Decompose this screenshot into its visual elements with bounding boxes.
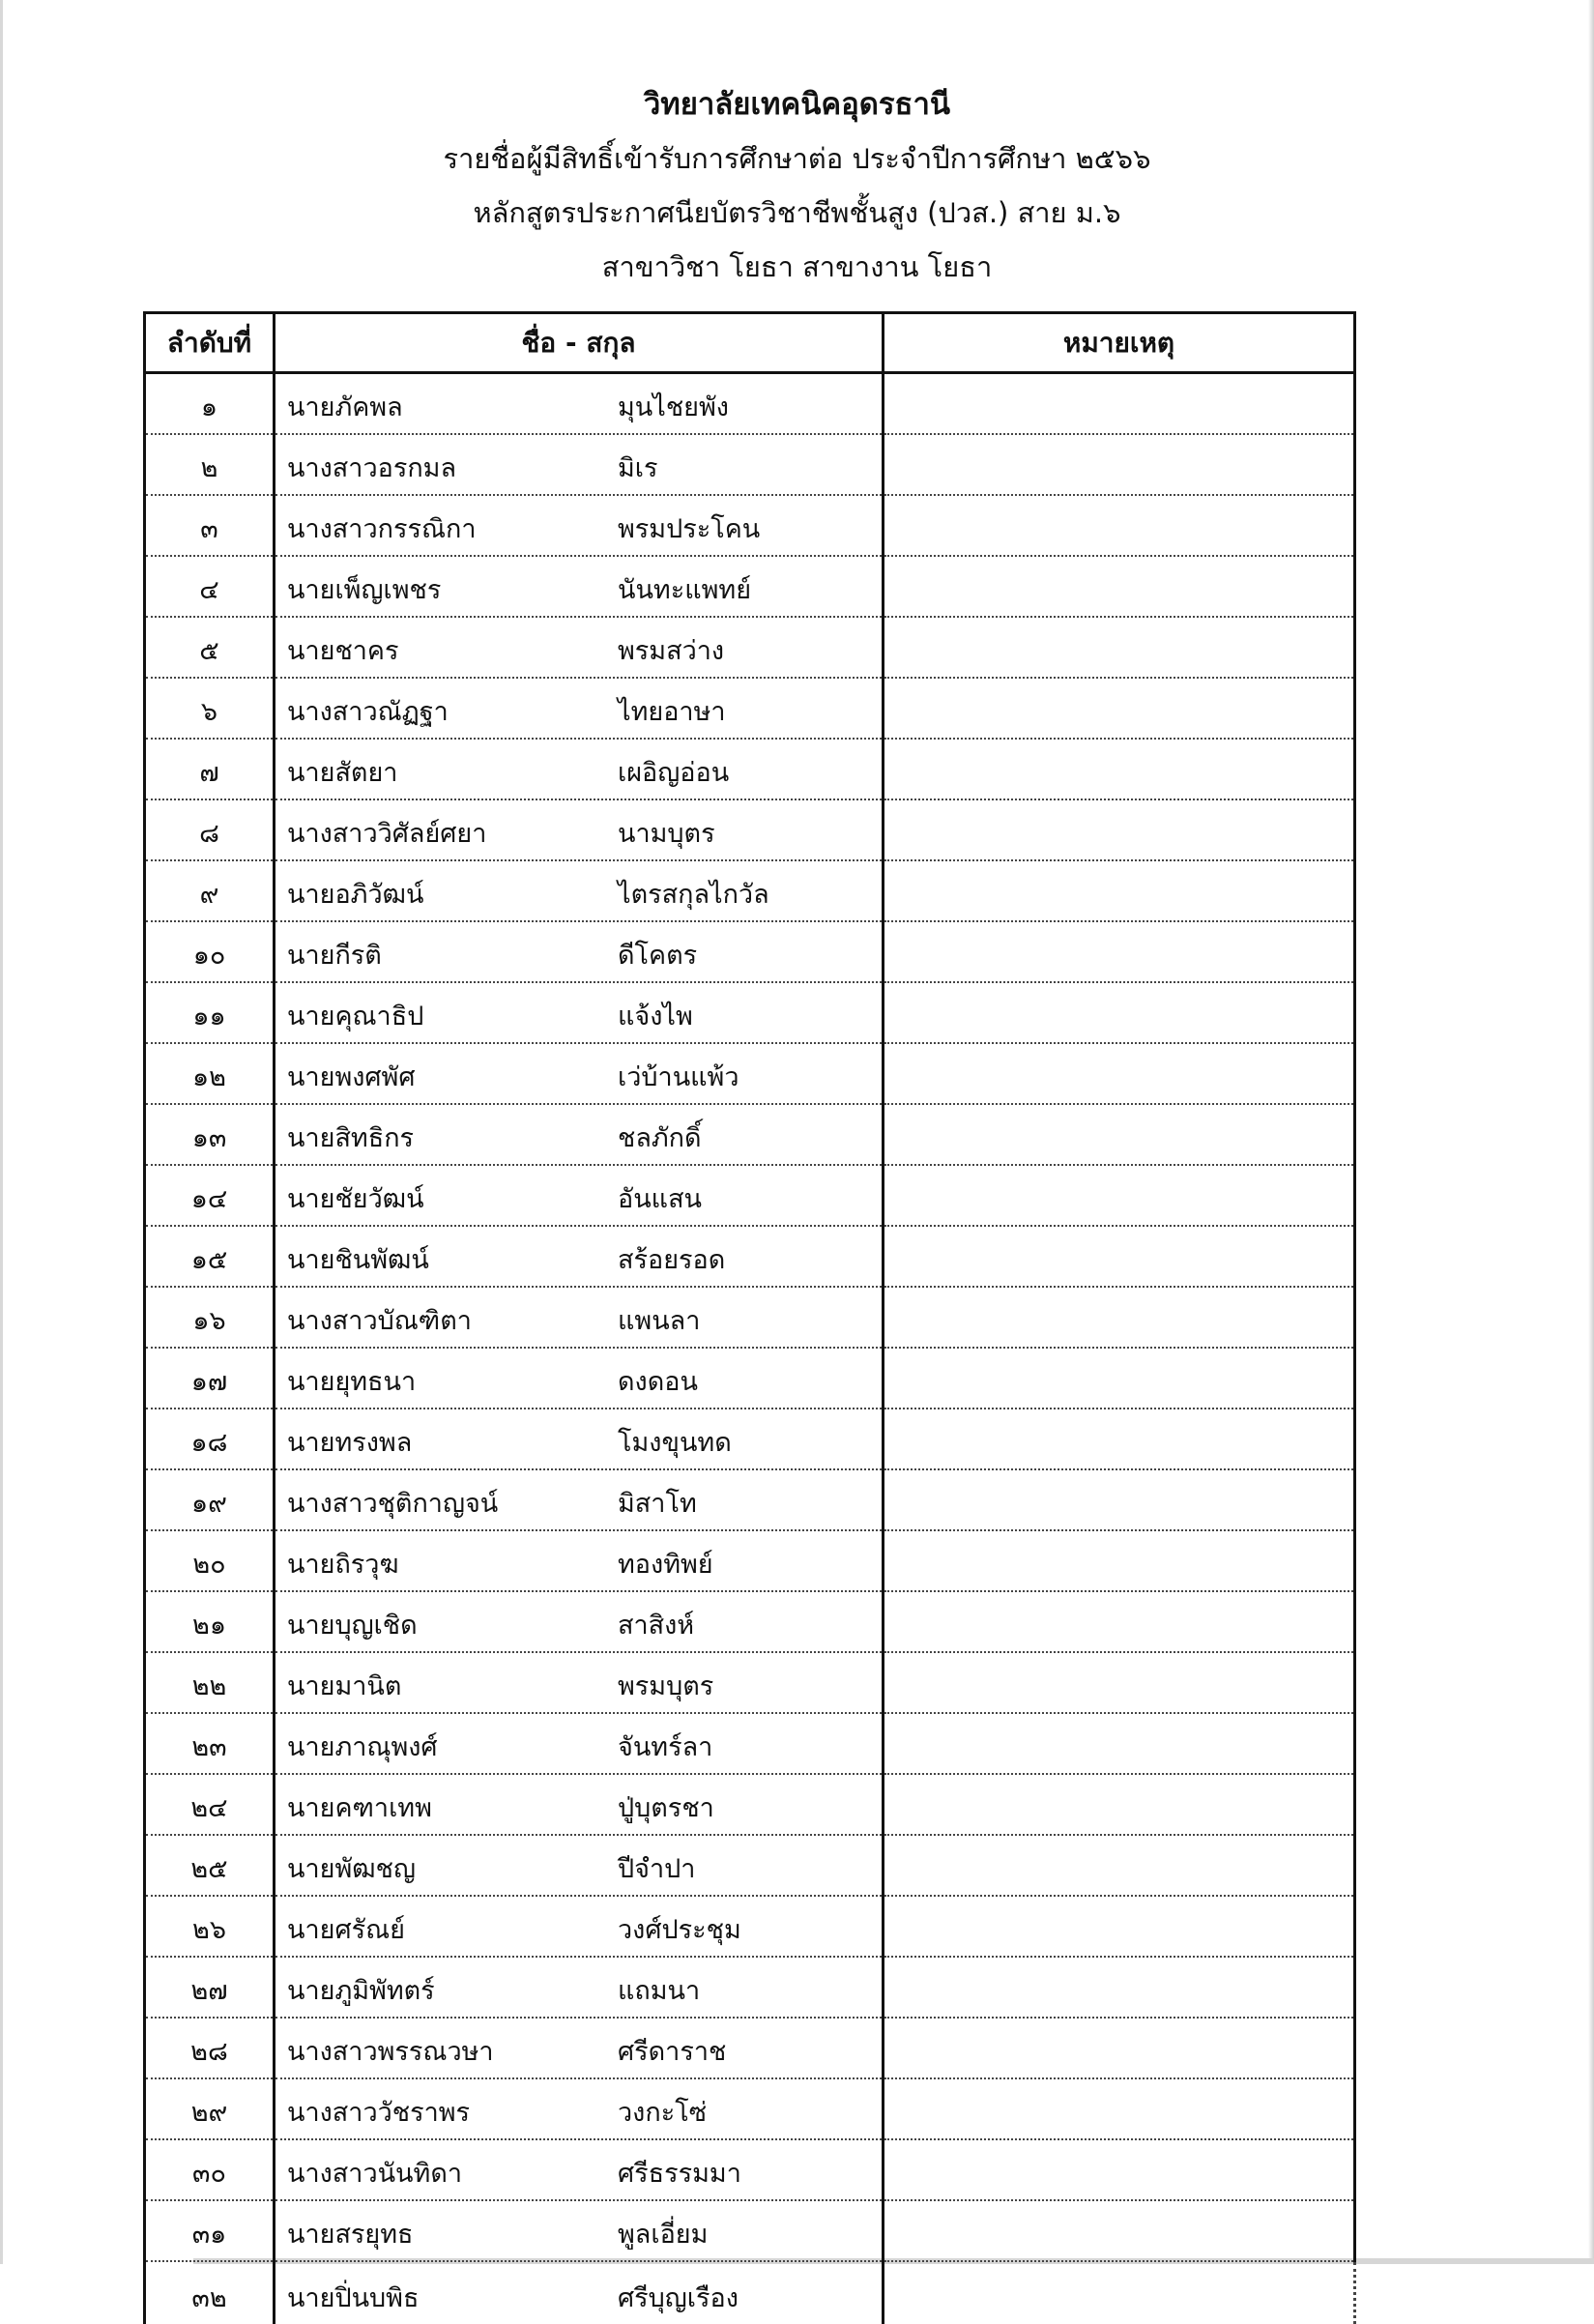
row-full-name [275,617,884,678]
row-full-name [275,556,884,617]
row-note [884,982,1355,1043]
first-name: นายทรงพล [287,1428,413,1458]
last-name: นันทะแพทย์ [618,575,752,605]
last-name: มุนไชยพัง [618,392,729,422]
table-row [145,739,1355,799]
table-header-row [145,313,1355,373]
first-name: นายพัฒชญ [287,1854,416,1884]
table-row [145,1652,1355,1713]
row-note [884,1713,1355,1774]
row-number: ๘ [145,799,275,860]
row-number: ๒๔ [145,1774,275,1835]
row-note [884,1896,1355,1957]
table-row [145,1348,1355,1409]
last-name: ศรีธรรมมา [618,2159,741,2189]
first-name: นายชินพัฒน์ [287,1245,429,1275]
last-name: โมงขุนทด [618,1428,732,1458]
table-row [145,1409,1355,1469]
row-full-name [275,1530,884,1591]
row-note [884,739,1355,799]
last-name: ศรีบุญเรือง [618,2283,739,2313]
document-header [0,77,1594,294]
row-number: ๑๗ [145,1348,275,1409]
row-number: ๒๐ [145,1530,275,1591]
last-name: ปีจำปา [618,1854,696,1884]
row-full-name [275,2018,884,2078]
first-name: นายมานิต [287,1671,402,1701]
row-note [884,1774,1355,1835]
row-note [884,556,1355,617]
row-note [884,1469,1355,1530]
table-row [145,921,1355,982]
row-note [884,1043,1355,1104]
last-name: ไตรสกุลไกวัล [618,880,769,910]
last-name: ดงดอน [618,1367,698,1397]
first-name: นางสาวณัฏฐา [287,697,449,727]
row-number: ๓๒ [145,2261,275,2324]
row-full-name [275,2261,884,2324]
row-number: ๑๔ [145,1165,275,1226]
row-full-name [275,1896,884,1957]
college-name: วิทยาลัยเทคนิคอุดรธานี [643,87,951,122]
row-number: ๒๙ [145,2078,275,2139]
last-name: สร้อยรอด [618,1245,726,1275]
first-name: นายสรยุทธ [287,2220,414,2250]
row-note [884,617,1355,678]
last-name: พูลเอี่ยม [618,2220,709,2250]
last-name: ศรีดาราช [618,2037,727,2067]
row-note [884,1287,1355,1348]
row-note [884,1835,1355,1896]
row-note [884,2139,1355,2200]
row-full-name [275,921,884,982]
row-number: ๒ [145,434,275,495]
last-name: วงกะโซ่ [618,2098,708,2128]
table-row [145,1469,1355,1530]
row-number: ๓ [145,495,275,556]
column-header-number: ลำดับที่ [145,313,275,373]
row-note [884,799,1355,860]
first-name: นายยุทธนา [287,1367,417,1397]
table-row [145,2261,1355,2324]
column-header-name: ชื่อ - สกุล [275,313,884,373]
row-note [884,1957,1355,2018]
first-name: นายบุญเชิด [287,1611,418,1641]
row-number: ๗ [145,739,275,799]
table-row [145,1896,1355,1957]
first-name: นางสาวกรรณิกา [287,514,477,544]
row-note [884,2200,1355,2261]
row-full-name [275,1287,884,1348]
table-row [145,556,1355,617]
row-note [884,1104,1355,1165]
first-name: นายศรัณย์ [287,1915,405,1945]
row-number: ๑๒ [145,1043,275,1104]
row-full-name [275,1957,884,2018]
last-name: ไทยอาษา [618,697,726,727]
last-name: แพนลา [618,1306,701,1336]
first-name: นายสิทธิกร [287,1123,415,1153]
row-full-name [275,434,884,495]
table-row [145,860,1355,921]
first-name: นางสาวพรรณวษา [287,2037,494,2067]
department-name: สาขาวิชา โยธา สาขางาน โยธา [601,250,993,283]
row-full-name [275,1348,884,1409]
last-name: สาสิงห์ [618,1611,695,1641]
last-name: มิสาโท [618,1489,697,1519]
row-full-name [275,373,884,435]
row-full-name [275,1226,884,1287]
table-row [145,1530,1355,1591]
last-name: แจ้งไพ [618,1002,693,1031]
row-full-name [275,1774,884,1835]
row-full-name [275,1043,884,1104]
row-number: ๒๗ [145,1957,275,2018]
row-note [884,860,1355,921]
table-row [145,617,1355,678]
row-full-name [275,860,884,921]
table-row [145,1591,1355,1652]
first-name: นายคฑาเทพ [287,1793,432,1823]
scan-edge-left [0,0,3,2264]
table-row [145,1957,1355,2018]
row-number: ๑๙ [145,1469,275,1530]
row-number: ๔ [145,556,275,617]
last-name: อันแสน [618,1184,703,1214]
row-number: ๑ [145,373,275,435]
row-full-name [275,1104,884,1165]
first-name: นายชาคร [287,636,399,666]
row-number: ๒๑ [145,1591,275,1652]
row-full-name [275,1591,884,1652]
row-full-name [275,1652,884,1713]
row-number: ๑๑ [145,982,275,1043]
table-row [145,434,1355,495]
row-note [884,1409,1355,1469]
table-row [145,1774,1355,1835]
last-name: เว่บ้านแพ้ว [618,1062,739,1092]
first-name: นางสาววิศัลย์ศยา [287,819,487,849]
row-number: ๑๓ [145,1104,275,1165]
table-row [145,678,1355,739]
row-note [884,1165,1355,1226]
row-note [884,2078,1355,2139]
table-row [145,1104,1355,1165]
row-number: ๒๖ [145,1896,275,1957]
first-name: นายกีรติ [287,941,382,971]
table-row [145,2200,1355,2261]
row-full-name [275,1835,884,1896]
student-list-table [143,311,1356,2324]
last-name: นามบุตร [618,819,715,849]
first-name: นางสาวอรกมล [287,453,457,483]
table-row [145,2139,1355,2200]
row-number: ๒๕ [145,1835,275,1896]
last-name: ชลภักดิ์ [618,1123,702,1153]
table-row [145,982,1355,1043]
row-number: ๖ [145,678,275,739]
row-number: ๒๘ [145,2018,275,2078]
row-number: ๑๕ [145,1226,275,1287]
row-full-name [275,982,884,1043]
first-name: นางสาวชุติกาญจน์ [287,1489,499,1519]
row-full-name [275,2078,884,2139]
row-number: ๓๐ [145,2139,275,2200]
table-row [145,495,1355,556]
first-name: นางสาวบัณฑิตา [287,1306,472,1336]
row-note [884,678,1355,739]
scan-edge-right [1588,0,1594,2264]
row-note [884,1226,1355,1287]
last-name: วงศ์ประชุม [618,1915,741,1945]
row-note [884,495,1355,556]
row-full-name [275,1165,884,1226]
row-full-name [275,739,884,799]
table-row [145,373,1355,435]
table-row [145,2018,1355,2078]
first-name: นายอภิวัฒน์ [287,880,424,910]
first-name: นายถิรวุฆ [287,1550,399,1580]
row-number: ๙ [145,860,275,921]
row-note [884,1591,1355,1652]
first-name: นางสาวนันทิดา [287,2159,463,2189]
row-number: ๑๐ [145,921,275,982]
first-name: นายปิ่นบพิธ [287,2283,420,2313]
last-name: แถมนา [618,1976,701,2006]
first-name: นายเพ็ญเพชร [287,575,442,605]
first-name: นายสัตยา [287,758,398,788]
row-number: ๑๖ [145,1287,275,1348]
last-name: พรมบุตร [618,1671,714,1701]
first-name: นายภัคพล [287,392,403,422]
table-row [145,799,1355,860]
row-full-name [275,1713,884,1774]
row-note [884,921,1355,982]
first-name: นางสาววัชราพร [287,2098,471,2128]
last-name: จันทร์ลา [618,1732,713,1762]
row-note [884,373,1355,435]
row-number: ๒๒ [145,1652,275,1713]
first-name: นายพงศพัศ [287,1062,416,1092]
last-name: เผอิญอ่อน [618,758,730,788]
first-name: นายคุณาธิป [287,1002,424,1031]
row-number: ๑๘ [145,1409,275,1469]
row-full-name [275,799,884,860]
last-name: ดีโคตร [618,941,698,971]
table-row [145,2078,1355,2139]
row-full-name [275,2200,884,2261]
row-full-name [275,1469,884,1530]
row-full-name [275,678,884,739]
row-number: ๕ [145,617,275,678]
table-row [145,1713,1355,1774]
row-note [884,1652,1355,1713]
row-note [884,1530,1355,1591]
last-name: พรมสว่าง [618,636,725,666]
row-number: ๒๓ [145,1713,275,1774]
row-note [884,1348,1355,1409]
column-header-note: หมายเหตุ [884,313,1355,373]
row-note [884,434,1355,495]
row-number: ๓๑ [145,2200,275,2261]
row-full-name [275,495,884,556]
table-row [145,1835,1355,1896]
row-note [884,2018,1355,2078]
row-note [884,2261,1355,2324]
program-name: หลักสูตรประกาศนียบัตรวิชาชีพชั้นสูง (ปวส.) สาย ม.๖ [473,196,1121,229]
table-row [145,1165,1355,1226]
document-subtitle: รายชื่อผู้มีสิทธิ์เข้ารับการศึกษาต่อ ประจำปีการศึกษา ๒๕๖๖ [443,142,1151,175]
first-name: นายภูมิพัทตร์ [287,1976,435,2006]
table-row [145,1043,1355,1104]
last-name: ทองทิพย์ [618,1550,713,1580]
row-full-name [275,2139,884,2200]
table-row [145,1226,1355,1287]
first-name: นายภาณุพงศ์ [287,1732,438,1762]
last-name: ปู่บุตรชา [618,1793,714,1823]
row-full-name [275,1409,884,1469]
last-name: พรมประโคน [618,514,761,544]
last-name: มิเร [618,453,658,483]
table-row [145,1287,1355,1348]
first-name: นายชัยวัฒน์ [287,1184,424,1214]
